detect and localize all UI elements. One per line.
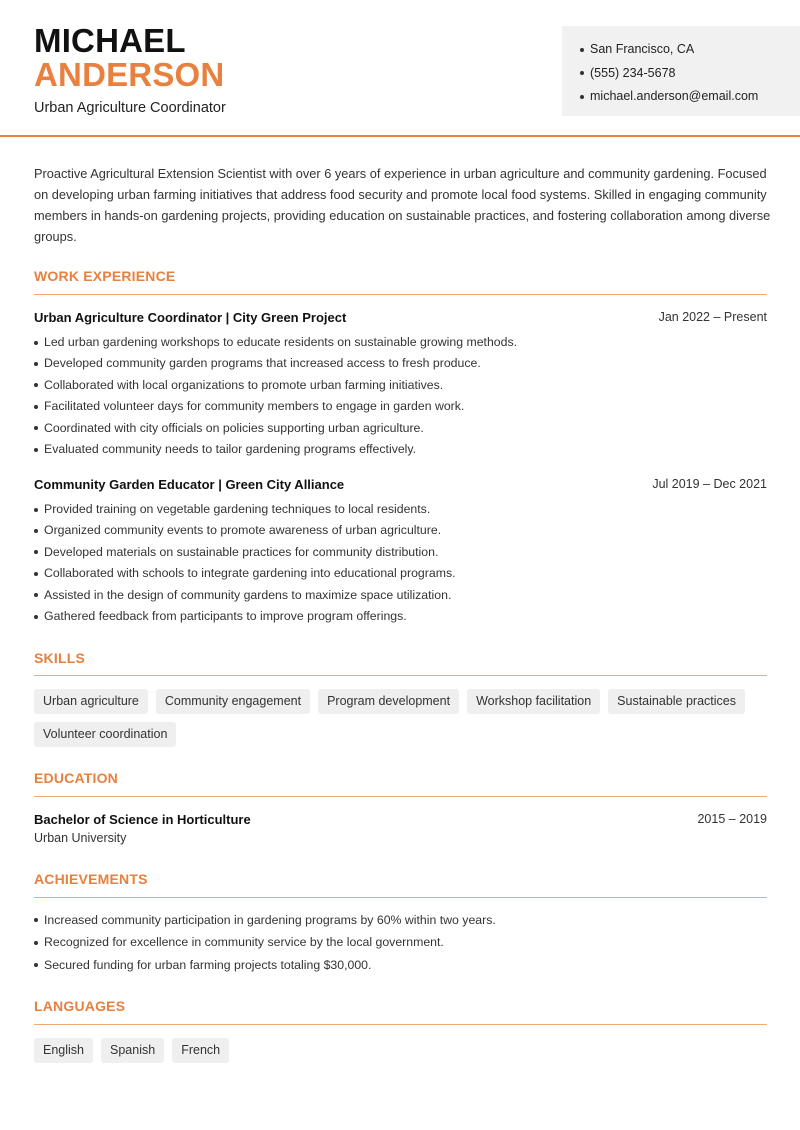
bullet-icon <box>34 941 38 945</box>
list-item <box>34 418 764 439</box>
bullet-icon <box>34 508 38 512</box>
list-item <box>34 499 764 520</box>
contact-email-text: michael.anderson@email.com <box>590 89 759 103</box>
job-2-bullets <box>34 499 764 627</box>
summary-paragraph: Proactive Agricultural Extension Scientist with over 6 years of experience in urban agriculture and community gardening. Focused on developing urban farming initiatives that address food security and promote local food systems. Skilled in engaging community members in hands-on gardening projects, providing education on sustainable practices, and fostering collaboration among diverse groups. <box>34 166 771 244</box>
bullet-icon <box>34 529 38 533</box>
list-item-text: Gathered feedback from participants to improve program offerings. <box>44 608 407 623</box>
list-item <box>34 375 764 396</box>
skill-chip: Community engagement <box>156 689 310 714</box>
language-chip: English <box>34 1038 93 1063</box>
list-item <box>34 932 764 955</box>
section-divider <box>34 675 767 676</box>
skills-list <box>34 689 774 747</box>
bullet-icon <box>34 593 38 597</box>
last-name: ANDERSON <box>34 56 225 93</box>
bullet-icon <box>34 362 38 366</box>
language-chip: French <box>172 1038 229 1063</box>
list-item <box>34 606 764 627</box>
job-title-headline: Urban Agriculture Coordinator <box>34 100 226 116</box>
bullet-icon <box>34 550 38 554</box>
list-item <box>34 954 764 977</box>
list-item-text: Organized community events to promote awareness of urban agriculture. <box>44 523 442 538</box>
section-divider <box>34 796 767 797</box>
bullet-icon <box>34 615 38 619</box>
bullet-icon <box>34 963 38 967</box>
skill-chip: Program development <box>318 689 459 714</box>
list-item-text: Recognized for excellence in community service by the local government. <box>44 935 444 950</box>
work-experience-heading: WORK EXPERIENCE <box>34 268 176 284</box>
contact-email <box>580 85 800 109</box>
list-item <box>34 520 764 541</box>
list-item <box>34 439 764 460</box>
list-item-text: Increased community participation in gardening programs by 60% within two years. <box>44 912 496 927</box>
language-chip: Spanish <box>101 1038 164 1063</box>
skills-heading: SKILLS <box>34 650 85 666</box>
contact-phone <box>580 62 800 86</box>
list-item-text: Coordinated with city officials on policies supporting urban agriculture. <box>44 420 424 435</box>
bullet-icon <box>580 95 584 99</box>
first-name: MICHAEL <box>34 22 186 59</box>
bullet-icon <box>34 405 38 409</box>
languages-heading: LANGUAGES <box>34 998 126 1014</box>
job-1-title: Urban Agriculture Coordinator | City Green Project <box>34 310 347 325</box>
section-divider <box>34 294 767 295</box>
education-heading: EDUCATION <box>34 770 118 786</box>
list-item-text: Provided training on vegetable gardening techniques to local residents. <box>44 502 431 516</box>
list-item <box>34 585 764 606</box>
education-degree: Bachelor of Science in Horticulture <box>34 812 251 827</box>
list-item-text: Developed materials on sustainable practices for community distribution. <box>44 544 439 559</box>
achievements-heading: ACHIEVEMENTS <box>34 871 148 887</box>
education-dates: 2015 – 2019 <box>697 812 767 826</box>
list-item-text: Collaborated with local organizations to promote urban farming initiatives. <box>44 377 444 392</box>
list-item <box>34 909 764 932</box>
bullet-icon <box>580 71 584 75</box>
candidate-name <box>34 24 224 92</box>
achievements-list <box>34 909 764 977</box>
contact-location-text: San Francisco, CA <box>590 42 695 56</box>
bullet-icon <box>580 48 584 52</box>
list-item-text: Facilitated volunteer days for community members to engage in garden work. <box>44 399 465 414</box>
list-item-text: Evaluated community needs to tailor gardening programs effectively. <box>44 441 417 456</box>
contact-phone-text: (555) 234-5678 <box>590 65 676 80</box>
job-1-bullets <box>34 332 764 460</box>
list-item <box>34 542 764 563</box>
resume-header <box>0 0 800 137</box>
contact-box <box>562 26 800 116</box>
skill-chip: Volunteer coordination <box>34 722 176 747</box>
job-1-dates: Jan 2022 – Present <box>658 310 767 324</box>
bullet-icon <box>34 426 38 430</box>
section-divider <box>34 1024 767 1025</box>
skill-chip: Sustainable practices <box>608 689 745 714</box>
list-item-text: Secured funding for urban farming projects totaling $30,000. <box>44 957 372 972</box>
list-item-text: Assisted in the design of community gardens to maximize space utilization. <box>44 587 452 602</box>
bullet-icon <box>34 341 38 345</box>
skill-chip: Urban agriculture <box>34 689 148 714</box>
list-item-text: Collaborated with schools to integrate gardening into educational programs. <box>44 566 456 581</box>
list-item-text: Led urban gardening workshops to educate residents on sustainable growing methods. <box>44 335 518 349</box>
section-divider <box>34 897 767 898</box>
education-school: Urban University <box>34 831 127 845</box>
list-item-text: Developed community garden programs that increased access to fresh produce. <box>44 356 481 371</box>
job-2-dates: Jul 2019 – Dec 2021 <box>652 477 767 491</box>
list-item <box>34 332 764 353</box>
list-item <box>34 353 764 374</box>
bullet-icon <box>34 918 38 922</box>
languages-list <box>34 1038 774 1063</box>
bullet-icon <box>34 448 38 452</box>
contact-location <box>580 38 800 62</box>
list-item <box>34 396 764 417</box>
bullet-icon <box>34 572 38 576</box>
skill-chip: Workshop facilitation <box>467 689 600 714</box>
bullet-icon <box>34 383 38 387</box>
list-item <box>34 563 764 584</box>
job-2-title: Community Garden Educator | Green City Alliance <box>34 477 345 492</box>
